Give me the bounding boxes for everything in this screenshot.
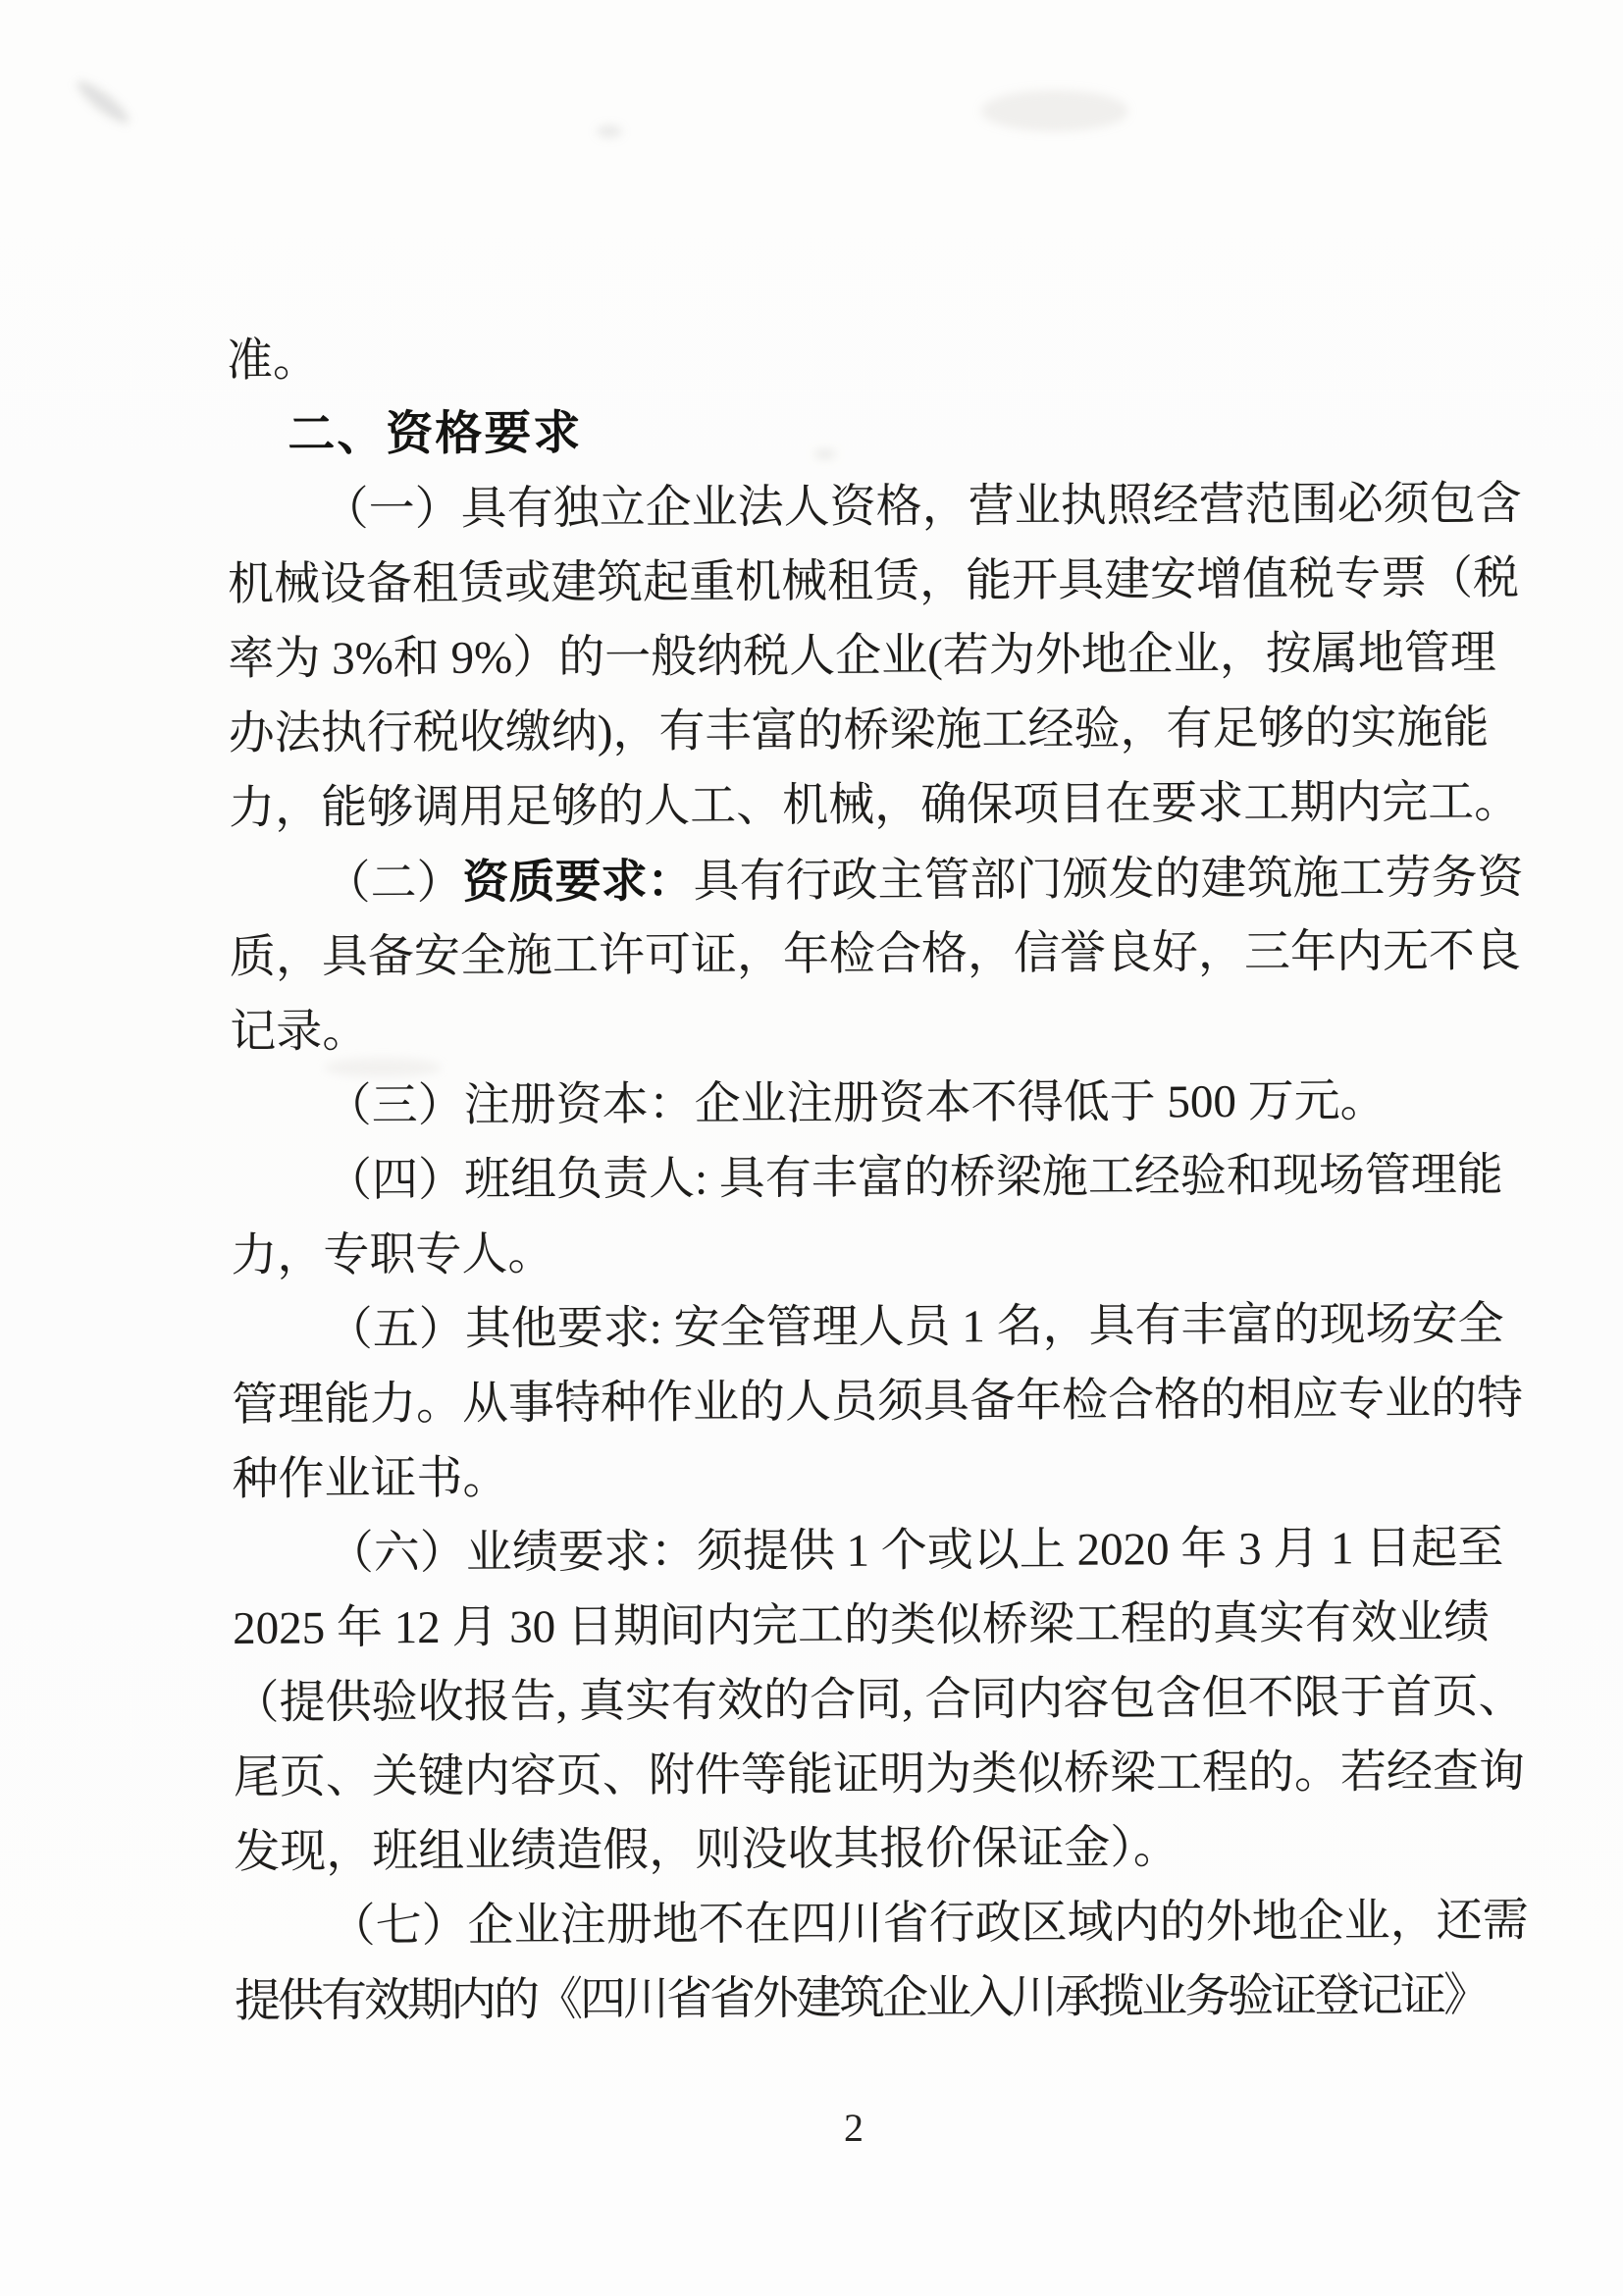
body-line: （五）其他要求: 安全管理人员 1 名，具有丰富的现场安全 — [326, 1298, 1504, 1356]
body-line: 率为 3%和 9%）的一般纳税人企业(若为外地企业，按属地管理 — [228, 627, 1496, 686]
body-line: 办法执行税收缴纳)，有丰富的桥梁施工经验，有足够的实施能 — [228, 702, 1490, 760]
body-line: （四）班组负责人: 具有丰富的桥梁施工经验和现场管理能 — [325, 1149, 1503, 1207]
body-line — [229, 839, 1544, 920]
line-text: 具有行政主管部门颁发的建筑施工劳务资 — [693, 852, 1524, 908]
body-line: 管理能力。从事特种作业的人员须具备年检合格的相应专业的特 — [231, 1373, 1524, 1431]
body-line: 发现，班组业绩造假，则没收其报价保证金）。 — [234, 1822, 1179, 1878]
scan-smudge — [73, 76, 133, 128]
body-line: 种作业证书。 — [232, 1452, 509, 1505]
section-heading: 二、资格要求 — [288, 407, 583, 461]
body-line: （一）具有独立企业法人资格，营业执照经营范围必须包含 — [322, 478, 1522, 536]
scan-smudge — [981, 90, 1128, 131]
body-line: 力，能够调用足够的人工、机械，确保项目在要求工期内完工。 — [229, 776, 1521, 835]
body-line: 力，专职专人。 — [231, 1228, 554, 1281]
body-line: （提供验收报告, 真实有效的合同, 合同内容包含但不限于首页、 — [233, 1671, 1525, 1729]
text-block — [227, 317, 1550, 2039]
body-line: 质，具备安全施工许可证，年检合格，信誉良好，三年内无不良 — [229, 925, 1521, 984]
body-line: 尾页、关键内容页、附件等能证明为类似桥梁工程的。若经查询 — [233, 1746, 1526, 1803]
body-line: （六）业绩要求：须提供 1 个或以上 2020 年 3 月 1 日起至 — [327, 1522, 1504, 1580]
body-line: （三）注册资本：企业注册资本不得低于 500 万元。 — [325, 1075, 1387, 1132]
scan-smudge — [597, 126, 622, 137]
body-line: 记录。 — [230, 1006, 369, 1059]
bold-term: 资质要求： — [462, 854, 694, 908]
body-line: 2025 年 12 月 30 日期间内完工的类似桥梁工程的真实有效业绩 — [233, 1596, 1491, 1654]
body-line: 机械设备租赁或建筑起重机械租赁，能开具建安增值税专票（税 — [227, 552, 1520, 611]
carryover-line: 准。 — [226, 335, 320, 388]
body-line: 提供有效期内的《四川省省外建筑企业入川承揽业务验证登记证》 — [234, 1969, 1488, 2027]
page-number: 2 — [844, 2106, 864, 2150]
list-marker: （二） — [324, 857, 463, 910]
body-line: （七）企业注册地不在四川省行政区域内的外地企业，还需 — [329, 1895, 1529, 1953]
